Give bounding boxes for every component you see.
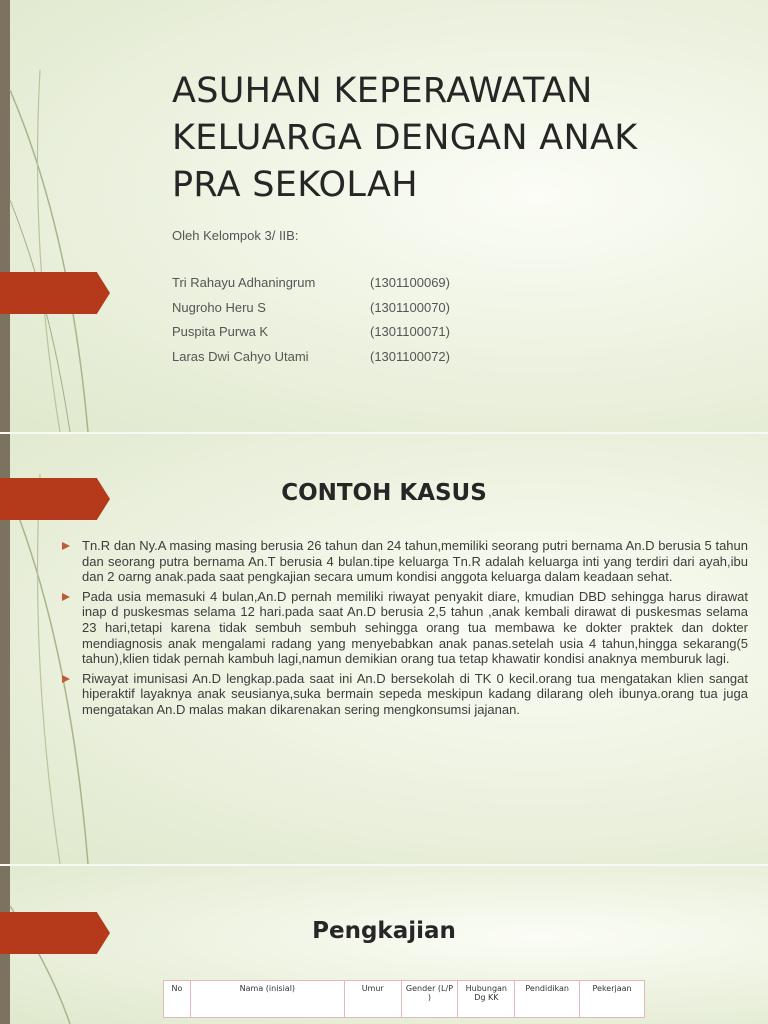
accent-arrow-tab xyxy=(0,272,110,314)
table-header-cell: Nama (inisial) xyxy=(190,981,344,1018)
case-slide xyxy=(0,434,768,864)
case-text: Pada usia memasuki 4 bulan,An.D pernah memiliki riwayat penyakit diare, kmudian DBD sehingga harus dirawat inap d puskesmas selama 12 hari.pada saat An.D berusia 2,5 tahun ,anak kembali dirawat di puskesmas selama 23 hari,tetapi karena tidak sembuh sembuh sehingga orang tua membawa ke dokter praktek dan dokter mendiagnosis anak mengalami radang yang menyebabkan anak panas.setelah usia 4 tahun,hingga sekarang(5 tahun),klien tidak pernah kambuh lagi,namun demikian orang tua tetap khawatir kondisi anaknya memburuk lagi. xyxy=(82,588,748,667)
section-title: Pengkajian xyxy=(312,918,456,944)
member-id: (1301100071) xyxy=(370,324,450,339)
slide-title: ASUHAN KEPERAWATAN KELUARGA DENGAN ANAK PRA SEKOLAH xyxy=(172,71,638,205)
assessment-slide xyxy=(0,866,768,1024)
list-item xyxy=(62,671,748,718)
decorative-curves xyxy=(0,0,120,432)
member-row xyxy=(172,349,512,374)
case-list xyxy=(62,538,748,722)
member-row xyxy=(172,324,512,349)
list-item xyxy=(62,589,748,667)
case-text: Tn.R dan Ny.A masing masing berusia 26 tahun dan 24 tahun,memiliki seorang putri bernama An.D berusia 5 tahun dan seorang putra bernama An.T berusia 4 bulan.tipe keluarga Tn.R adalah keluarga inti yang terdiri dari ayah,ibu dan 2 oarng anak.pada saat pengkajian secara umum kondisi anggota keluarga dalam keadaan sehat. xyxy=(82,538,748,585)
triangle-bullet-icon xyxy=(62,593,70,601)
member-list xyxy=(172,275,512,373)
left-accent-bar xyxy=(0,0,10,432)
table-header-cell: Umur xyxy=(344,981,401,1018)
table-header-cell: No xyxy=(164,981,191,1018)
list-item xyxy=(62,538,748,585)
member-name: Laras Dwi Cahyo Utami xyxy=(172,348,309,364)
member-id: (1301100070) xyxy=(370,299,450,315)
table-header-row xyxy=(164,981,645,1018)
member-row xyxy=(172,275,512,300)
triangle-bullet-icon xyxy=(62,675,70,683)
triangle-bullet-icon xyxy=(62,542,70,550)
section-title: CONTOH KASUS xyxy=(281,480,487,506)
member-name: Puspita Purwa K xyxy=(172,324,269,339)
case-text: Riwayat imunisasi An.D lengkap.pada saat ini An.D bersekolah di TK 0 kecil.orang tua mengatakan klien sangat hiperaktif layaknya anak seusianya,suka bermain sepeda meskipun kadang dilarang oleh ibunya.orang tua juga mengatakan An.D malas makan dikarenakan sering mengkonsumsi jajanan. xyxy=(82,670,748,717)
table-header-cell: Pendidikan xyxy=(515,981,580,1018)
member-row xyxy=(172,300,512,325)
member-name: Nugroho Heru S xyxy=(172,299,266,315)
group-label: Oleh Kelompok 3/ IIB: xyxy=(172,228,299,243)
table-header-cell: Hubungan Dg KK xyxy=(458,981,515,1018)
table-header-cell: Pekerjaan xyxy=(580,981,645,1018)
title-slide xyxy=(0,0,768,432)
member-id: (1301100072) xyxy=(370,348,450,364)
table-header-cell: Gender (L/P ) xyxy=(401,981,458,1018)
member-name: Tri Rahayu Adhaningrum xyxy=(172,275,316,290)
assessment-table xyxy=(163,980,645,1018)
member-id: (1301100069) xyxy=(370,275,450,290)
